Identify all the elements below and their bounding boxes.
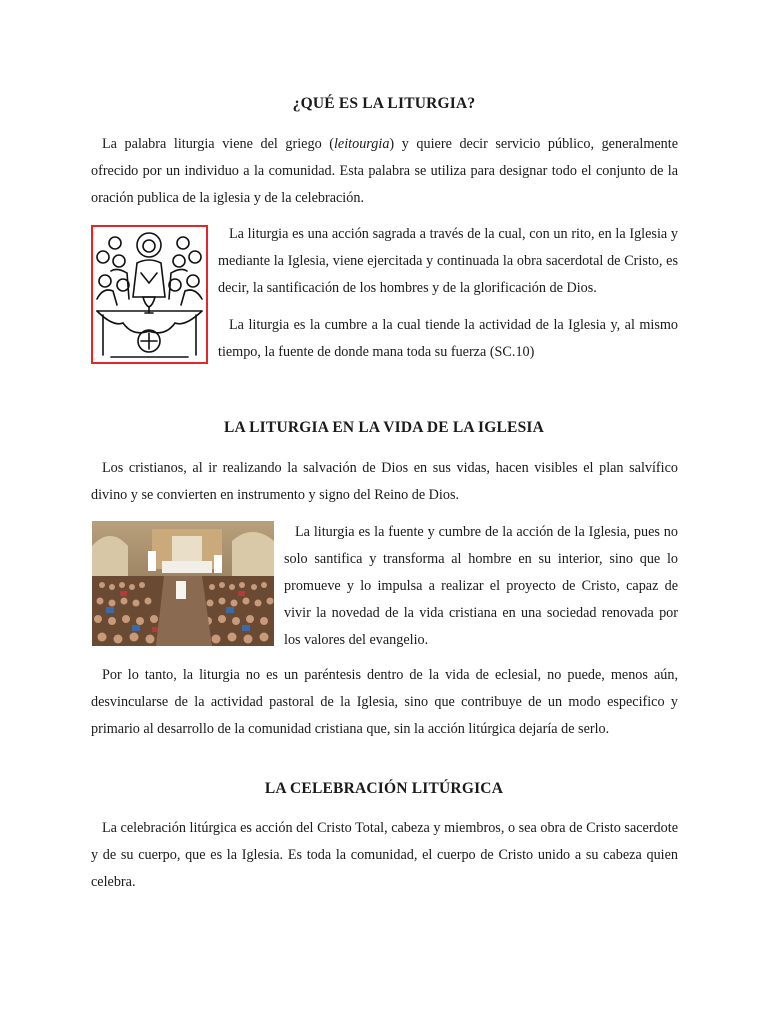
last-supper-drawing [93,227,206,362]
paragraph-intro-text-b: ) y quiere decir servicio público, generalmente ofrecido por un individuo a la comunidad. Esta palabra se utiliza para designar todo el conjunto de la oración publica de la iglesia y de la celebración. [91,136,678,206]
section-title-celebracion-liturgica: LA CELEBRACIÓN LITÚRGICA [264,780,504,797]
paragraph-por-lo-tanto: Por lo tanto, la liturgia no es un paréntesis dentro de la vida de eclesial, no puede, menos aún, desvincularse de la actividad pastoral de la Iglesia, sino que contribuye de un modo especifico y primario al desarrollo de la comunidad cristiana que, sin la acción litúrgica dejaría de serlo. [91,667,678,737]
paragraph-intro [91,131,678,212]
paragraph-cumbre: La liturgia es la cumbre a la cual tiende la actividad de la Iglesia y, al mismo tiempo, la fuente de donde mana toda su fuerza (SC.10) [218,317,678,360]
paragraph-celebracion: La celebración litúrgica es acción del Cristo Total, cabeza y miembros, o sea obra de Cristo sacerdote y de su cuerpo, que es la Iglesia. Es toda la comunidad, el cuerpo de Cristo unido a su cabeza quien celebra. [91,820,678,890]
paragraph-cristianos: Los cristianos, al ir realizando la salvación de Dios en sus vidas, hacen visibles el plan salvífico divino y se convierten en instrumento y signo del Reino de Dios. [91,460,678,503]
paragraph-fuente-cumbre: La liturgia es la fuente y cumbre de la acción de la Iglesia, pues no solo santifica y transforma al hombre en su interior, sino que lo promueve y lo impulsa a realizar el proyecto de Cristo, capaz de vivir la novedad de la vida cristiana en una sociedad renovada por los valores del evangelio. [284,524,678,648]
section-title-que-es-la-liturgia: ¿QUÉ ES LA LITURGIA? [292,95,476,112]
section-title-liturgia-vida-iglesia: LA LITURGIA EN LA VIDA DE LA IGLESIA [223,419,545,436]
church-congregation-photo [92,521,274,646]
church-photo-drawing [92,521,274,646]
paragraph-intro-text-a: La palabra liturgia viene del griego ( [102,136,334,152]
paragraph-accion-sagrada: La liturgia es una acción sagrada a través de la cual, con un rito, en la Iglesia y mediante la Iglesia, viene ejercitada y continuada la obra sacerdotal de Cristo, es decir, la santificación de los hombres y de la glorificación de Dios. [218,226,678,296]
paragraph-intro-italic: leitourgia [333,136,390,152]
last-supper-illustration [91,225,208,364]
